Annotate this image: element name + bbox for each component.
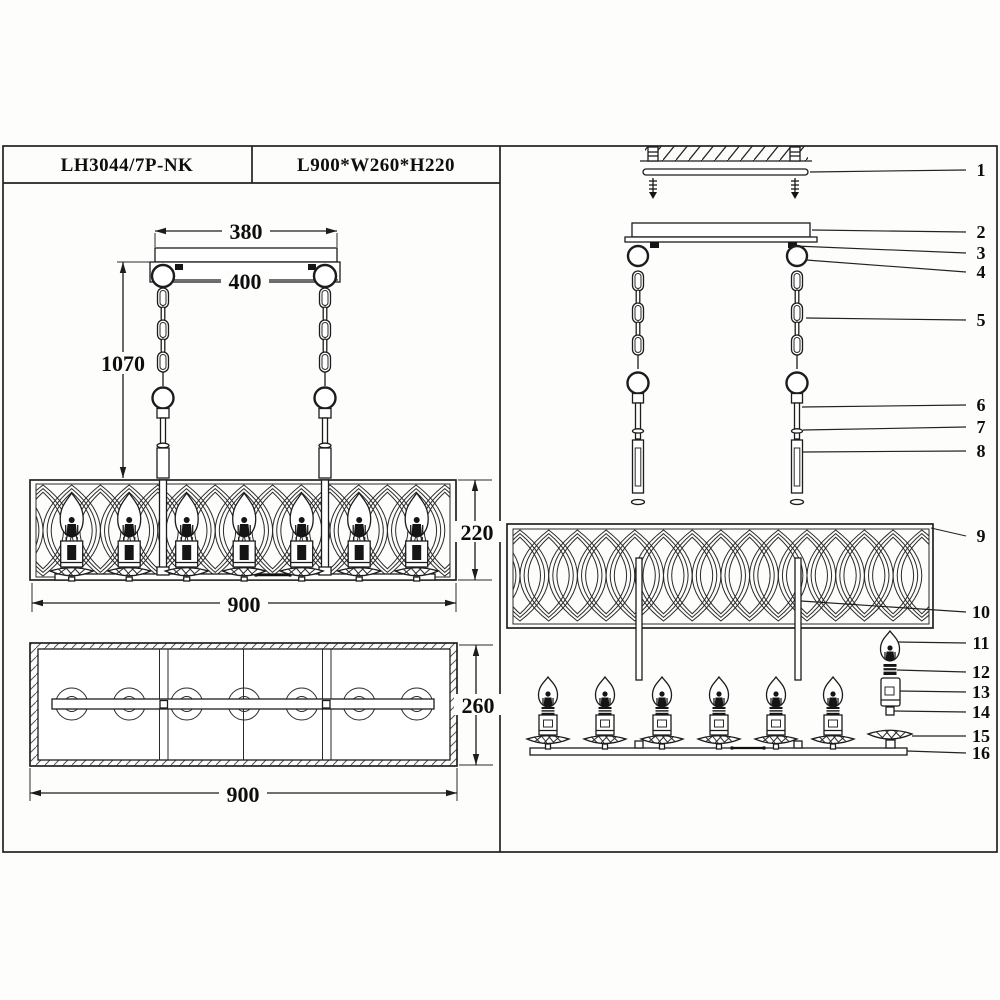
- clip-part3: [650, 242, 659, 248]
- bottom-view: [30, 643, 502, 807]
- part-label-5: [806, 310, 986, 330]
- dim-220-label: 220: [460, 520, 494, 545]
- dimension-body-length-bottom: [30, 768, 457, 807]
- stem-assembly: [628, 373, 649, 505]
- chain: [320, 288, 331, 386]
- part-label-2: [812, 222, 986, 242]
- stem-assembly: [787, 373, 808, 505]
- part-label-6: [802, 395, 986, 415]
- screw: [791, 178, 799, 199]
- ring-part4: [787, 246, 807, 266]
- candle-assembly: [584, 677, 626, 749]
- svg-text:4: 4: [976, 262, 986, 282]
- dimension-body-height: [453, 480, 501, 580]
- model-number: LH3044/7P-NK: [60, 155, 194, 176]
- exploded-lamp-parts: [868, 631, 912, 739]
- wall-anchor: [648, 147, 658, 161]
- dimension-body-length-front: [32, 583, 456, 617]
- svg-text:1: 1: [976, 160, 986, 180]
- hanger-stem: [153, 388, 174, 479]
- svg-text:9: 9: [976, 526, 986, 546]
- collar-part12: [884, 664, 897, 675]
- part-label-4: [806, 260, 986, 282]
- candle-bulb: [223, 493, 266, 581]
- candle-assembly: [641, 677, 683, 749]
- dimension-canopy-width: [155, 219, 337, 247]
- dim-1070-label: 1070: [101, 351, 145, 376]
- part-label-14: [894, 702, 990, 722]
- part-label-11: [898, 633, 990, 653]
- svg-text:11: 11: [972, 633, 990, 653]
- dim-900-front-label: 900: [227, 592, 261, 617]
- front-view: [0, 219, 501, 617]
- size-spec: L900*W260*H220: [297, 155, 455, 176]
- dim-400-label: 400: [228, 269, 262, 294]
- title-block: [3, 146, 500, 183]
- dim-260-label: 260: [461, 693, 495, 718]
- support-rod: [322, 480, 329, 576]
- dimension-body-width: [454, 645, 502, 765]
- lattice-band-part9: [463, 524, 951, 628]
- mounting-bar-part1: [643, 169, 808, 199]
- svg-text:2: 2: [976, 222, 986, 242]
- svg-text:3: 3: [976, 243, 986, 263]
- hanging-ring: [314, 265, 336, 287]
- chain: [158, 288, 169, 386]
- svg-text:10: 10: [972, 602, 990, 622]
- canopy-part2: [625, 223, 817, 242]
- candle-bulb: [108, 493, 151, 581]
- part-label-8: [803, 441, 986, 461]
- dim-900-bottom-label: 900: [226, 782, 260, 807]
- rod-part10: [795, 558, 801, 680]
- svg-text:14: 14: [972, 702, 990, 722]
- part-label-7: [803, 417, 986, 437]
- bobeche-part15: [868, 730, 912, 739]
- hanger-stem: [315, 388, 336, 479]
- candle-row-exploded: [527, 677, 854, 749]
- support-rod: [160, 480, 167, 576]
- candle-assembly: [812, 677, 854, 749]
- candle-assembly: [527, 677, 569, 749]
- svg-text:8: 8: [976, 441, 986, 461]
- candle-assembly: [698, 677, 740, 749]
- part-label-16: [907, 743, 990, 763]
- svg-text:5: 5: [976, 310, 986, 330]
- socket-part13: [881, 678, 900, 706]
- candle-bulb: [395, 493, 438, 581]
- candle-bulb: [50, 493, 93, 581]
- ceiling: [640, 146, 812, 161]
- hanging-ring: [152, 265, 174, 287]
- candle-bulb: [280, 493, 323, 581]
- svg-text:6: 6: [976, 395, 986, 415]
- candle-assembly: [755, 677, 797, 749]
- part-label-3: [795, 243, 986, 263]
- part-label-9: [931, 526, 986, 546]
- exploded-view: [460, 146, 990, 763]
- chain-part5: [633, 271, 644, 369]
- part-label-13: [900, 682, 990, 702]
- svg-text:16: 16: [972, 743, 990, 763]
- svg-text:12: 12: [972, 662, 990, 682]
- ring-part4: [628, 246, 648, 266]
- candle-bulb: [165, 493, 208, 581]
- nut-part14: [886, 707, 894, 715]
- center-bar-bottom: [52, 699, 434, 709]
- rod-part10: [636, 558, 642, 680]
- wall-anchor: [790, 147, 800, 161]
- svg-text:15: 15: [972, 726, 990, 746]
- part-label-12: [897, 662, 990, 682]
- chain-part5: [792, 271, 803, 369]
- svg-text:7: 7: [976, 417, 986, 437]
- candle-bulb: [338, 493, 381, 581]
- svg-text:13: 13: [972, 682, 990, 702]
- screw: [649, 178, 657, 199]
- bulb-part11: [881, 631, 900, 661]
- part-label-1: [810, 160, 986, 180]
- dimension-drop-height: [96, 262, 150, 478]
- dim-380-label: 380: [229, 219, 263, 244]
